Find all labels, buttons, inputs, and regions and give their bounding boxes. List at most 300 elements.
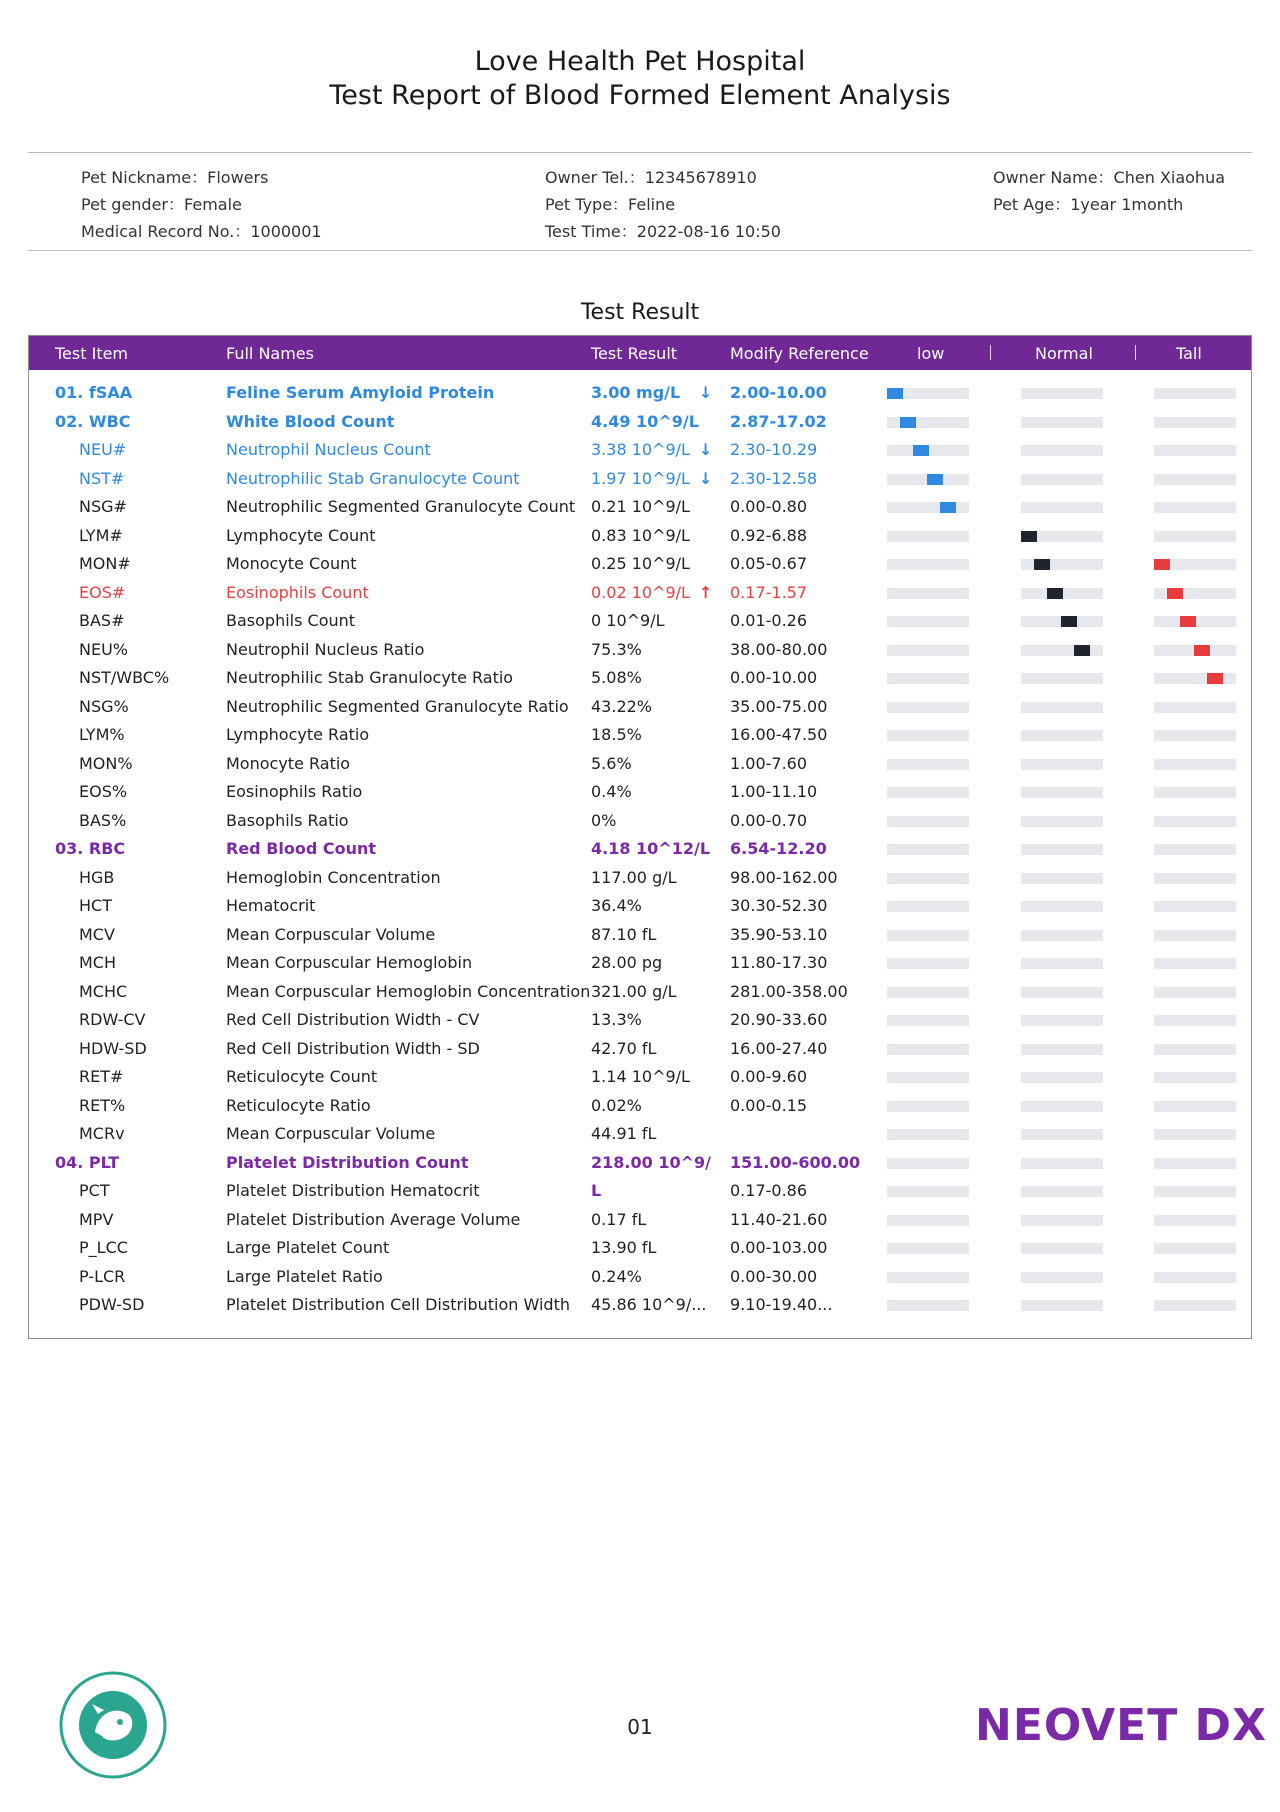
table-row [29, 1035, 1251, 1064]
test-full-name: Neutrophil Nucleus Ratio [226, 639, 425, 659]
table-row [29, 1092, 1251, 1121]
tall-track [1154, 787, 1236, 798]
reference-range: 11.40-21.60 [730, 1209, 828, 1229]
reference-range: 0.00-0.80 [730, 497, 808, 516]
level-marker [900, 417, 916, 428]
normal-track [1021, 958, 1103, 969]
table-row [29, 1006, 1251, 1035]
test-item-code: P_LCC [79, 1238, 128, 1257]
reference-range: 16.00-47.50 [730, 725, 828, 744]
normal-track [1021, 673, 1103, 684]
reference-range: 0.00-30.00 [730, 1266, 818, 1286]
reference-range: 98.00-162.00 [730, 867, 838, 887]
table-row [29, 522, 1251, 551]
low-track [887, 1243, 969, 1254]
flag-arrow-icon: ↑ [699, 582, 713, 602]
table-row [29, 750, 1251, 779]
test-item-code: P-LCR [79, 1266, 126, 1286]
low-track [887, 388, 969, 399]
reference-range: 0.00-103.00 [730, 1238, 828, 1257]
col-separator [990, 345, 991, 360]
test-result-value: 0.24% [591, 1266, 642, 1286]
tall-track [1154, 616, 1236, 627]
test-result-value: 75.3% [591, 639, 642, 659]
test-full-name: Platelet Distribution Cell Distribution Width [226, 1295, 570, 1314]
table-row [29, 550, 1251, 579]
normal-track [1021, 645, 1103, 656]
test-result-value: 5.6% [591, 753, 632, 773]
normal-track [1021, 1158, 1103, 1169]
test-item-code: MCV [79, 924, 115, 944]
tall-track [1154, 816, 1236, 827]
low-track [887, 1044, 969, 1055]
test-item-code: 02. WBC [55, 411, 131, 431]
test-result-value: 28.00 pg [591, 953, 663, 972]
test-full-name: Neutrophilic Stab Granulocyte Count [226, 468, 520, 488]
table-row [29, 892, 1251, 921]
table-row [29, 664, 1251, 693]
table-row [29, 978, 1251, 1007]
reference-range: 2.30-12.58 [730, 468, 818, 488]
test-full-name: Reticulocyte Ratio [226, 1095, 371, 1115]
flag-arrow-icon: ↓ [699, 468, 713, 488]
test-item-code: NEU% [79, 639, 128, 659]
test-result-value: 4.18 10^12/L [591, 839, 711, 858]
col-modify-reference: Modify Reference [730, 344, 869, 363]
reference-range: 0.00-0.70 [730, 810, 808, 830]
normal-track [1021, 816, 1103, 827]
flag-arrow-icon: ↓ [699, 383, 713, 402]
normal-track [1021, 616, 1103, 627]
level-marker [1180, 616, 1196, 627]
test-full-name: Monocyte Count [226, 554, 357, 573]
normal-track [1021, 388, 1103, 399]
reference-range: 1.00-11.10 [730, 782, 818, 801]
test-full-name: Lymphocyte Count [226, 525, 376, 545]
normal-track [1021, 1215, 1103, 1226]
test-result-value: 218.00 10^9/ [591, 1152, 711, 1172]
low-track [887, 787, 969, 798]
reference-range: 30.30-52.30 [730, 896, 828, 915]
test-item-code: BAS% [79, 810, 127, 830]
normal-track [1021, 844, 1103, 855]
table-row [29, 721, 1251, 750]
level-marker [1167, 588, 1183, 599]
tall-track [1154, 559, 1236, 570]
tall-track [1154, 1215, 1236, 1226]
test-result-value: 0.17 fL [591, 1209, 647, 1229]
low-track [887, 1158, 969, 1169]
test-result-value: 44.91 fL [591, 1124, 657, 1143]
reference-range: 9.10-19.40... [730, 1295, 833, 1314]
owner-name: Owner Name ： Chen Xiaohua [993, 165, 1225, 188]
normal-track [1021, 474, 1103, 485]
table-row [29, 493, 1251, 522]
test-full-name: Mean Corpuscular Volume [226, 924, 436, 944]
divider-bottom [28, 250, 1252, 251]
test-result-value: 0.4% [591, 782, 632, 801]
reference-range: 281.00-358.00 [730, 981, 848, 1001]
test-item-code: HGB [79, 867, 115, 887]
table-row [29, 693, 1251, 722]
table-row [29, 778, 1251, 807]
reference-range: 11.80-17.30 [730, 953, 828, 972]
normal-track [1021, 559, 1103, 570]
low-track [887, 1215, 969, 1226]
test-full-name: Neutrophilic Stab Granulocyte Ratio [226, 668, 514, 687]
normal-track [1021, 1272, 1103, 1283]
test-item-code: NSG# [79, 497, 127, 516]
low-track [887, 588, 969, 599]
table-row [29, 1291, 1251, 1320]
reference-range: 20.90-33.60 [730, 1010, 828, 1029]
reference-range: 6.54-12.20 [730, 839, 827, 858]
test-result-value: 0% [591, 810, 617, 830]
test-full-name: Platelet Distribution Average Volume [226, 1209, 521, 1229]
table-row [29, 436, 1251, 465]
table-row [29, 1206, 1251, 1235]
table-row [29, 1120, 1251, 1149]
level-marker [1061, 616, 1077, 627]
tall-track [1154, 844, 1236, 855]
test-item-code: NEU# [79, 440, 127, 459]
level-marker [1074, 645, 1090, 656]
col-separator [1135, 345, 1136, 360]
test-result-value: 3.38 10^9/L [591, 440, 690, 459]
test-full-name: Basophils Count [226, 611, 356, 630]
table-row [29, 607, 1251, 636]
low-track [887, 616, 969, 627]
tall-track [1154, 645, 1236, 656]
table-row [29, 1263, 1251, 1292]
reference-range: 2.87-17.02 [730, 411, 827, 431]
tall-track [1154, 873, 1236, 884]
normal-track [1021, 1129, 1103, 1140]
test-full-name: Mean Corpuscular Volume [226, 1124, 436, 1143]
low-track [887, 901, 969, 912]
normal-track [1021, 930, 1103, 941]
test-item-code: NST# [79, 468, 125, 488]
low-track [887, 445, 969, 456]
reference-range: 0.92-6.88 [730, 525, 808, 545]
table-row [29, 465, 1251, 494]
normal-track [1021, 759, 1103, 770]
reference-range: 0.00-9.60 [730, 1067, 808, 1086]
tall-track [1154, 445, 1236, 456]
test-time: Test Time ： 2022-08-16 10:50 [545, 219, 781, 242]
level-marker [1207, 673, 1223, 684]
low-track [887, 702, 969, 713]
test-full-name: Monocyte Ratio [226, 753, 351, 773]
test-full-name: Platelet Distribution Hematocrit [226, 1181, 480, 1200]
flag-arrow-icon: ↓ [699, 440, 713, 459]
level-marker [1047, 588, 1063, 599]
tall-track [1154, 531, 1236, 542]
low-track [887, 645, 969, 656]
reference-range: 0.05-0.67 [730, 554, 808, 573]
normal-track [1021, 531, 1103, 542]
test-result-value: 0.02% [591, 1095, 642, 1115]
test-result-value: 0.21 10^9/L [591, 497, 690, 516]
reference-range: 35.00-75.00 [730, 696, 828, 716]
test-result-value: 87.10 fL [591, 924, 657, 944]
test-full-name: Neutrophilic Segmented Granulocyte Ratio [226, 696, 569, 716]
tall-track [1154, 759, 1236, 770]
tall-track [1154, 702, 1236, 713]
test-result-value: 1.14 10^9/L [591, 1067, 690, 1086]
reference-range: 38.00-80.00 [730, 639, 828, 659]
normal-track [1021, 1186, 1103, 1197]
reference-range: 0.17-1.57 [730, 582, 808, 602]
test-full-name: Platelet Distribution Count [226, 1152, 469, 1172]
test-item-code: EOS# [79, 582, 126, 602]
normal-track [1021, 1243, 1103, 1254]
tall-track [1154, 502, 1236, 513]
test-result-value: 3.00 mg/L [591, 383, 681, 402]
test-full-name: Mean Corpuscular Hemoglobin Concentration [226, 981, 591, 1001]
low-track [887, 1072, 969, 1083]
level-marker [913, 445, 929, 456]
test-full-name: Neutrophilic Segmented Granulocyte Count [226, 497, 576, 516]
col-normal: Normal [1035, 344, 1093, 363]
test-result-value: 0.83 10^9/L [591, 525, 690, 545]
test-full-name: Red Cell Distribution Width - CV [226, 1010, 480, 1029]
reference-range: 35.90-53.10 [730, 924, 828, 944]
medical-record-no: Medical Record No. ： 1000001 [81, 219, 322, 242]
tall-track [1154, 474, 1236, 485]
table-row [29, 949, 1251, 978]
test-item-code: EOS% [79, 782, 128, 801]
test-item-code: MCH [79, 953, 117, 972]
pet-nickname: Pet Nickname ： Flowers [81, 165, 268, 188]
low-track [887, 1129, 969, 1140]
col-tall: Tall [1176, 344, 1202, 363]
low-track [887, 987, 969, 998]
owner-tel: Owner Tel. ： 12345678910 [545, 165, 757, 188]
pet-type: Pet Type ： Feline [545, 192, 675, 215]
report-title: Test Report of Blood Formed Element Analysis [329, 80, 951, 111]
test-item-code: RET% [79, 1095, 126, 1115]
tall-track [1154, 1044, 1236, 1055]
normal-track [1021, 1101, 1103, 1112]
reference-range: 1.00-7.60 [730, 753, 808, 773]
low-track [887, 502, 969, 513]
test-full-name: Eosinophils Ratio [226, 782, 363, 801]
normal-track [1021, 873, 1103, 884]
section-title: Test Result [580, 300, 700, 325]
level-marker [1154, 559, 1170, 570]
divider-top [28, 152, 1252, 153]
test-item-code: RET# [79, 1067, 124, 1086]
test-full-name: Hemoglobin Concentration [226, 867, 441, 887]
col-test-item: Test Item [55, 344, 129, 363]
test-full-name: Red Cell Distribution Width - SD [226, 1038, 480, 1058]
tall-track [1154, 958, 1236, 969]
tall-track [1154, 1243, 1236, 1254]
normal-track [1021, 417, 1103, 428]
test-result-value: 0 10^9/L [591, 611, 665, 630]
test-item-code: PDW-SD [79, 1295, 145, 1314]
table-row [29, 379, 1251, 408]
test-full-name: Large Platelet Ratio [226, 1266, 383, 1286]
low-track [887, 873, 969, 884]
low-track [887, 759, 969, 770]
test-result-value: 0.25 10^9/L [591, 554, 690, 573]
test-result-value: 1.97 10^9/L [591, 468, 690, 488]
reference-range: 0.00-0.15 [730, 1095, 808, 1115]
normal-track [1021, 588, 1103, 599]
low-track [887, 417, 969, 428]
table-row [29, 1234, 1251, 1263]
test-item-code: NST/WBC% [79, 668, 170, 687]
tall-track [1154, 730, 1236, 741]
normal-track [1021, 1300, 1103, 1311]
test-full-name: Eosinophils Count [226, 582, 369, 602]
level-marker [887, 388, 903, 399]
test-item-code: RDW-CV [79, 1010, 146, 1029]
test-full-name: Red Blood Count [226, 839, 377, 858]
result-table [28, 335, 1252, 1339]
test-item-code: MON% [79, 753, 133, 773]
col-low: low [917, 344, 945, 363]
normal-track [1021, 1044, 1103, 1055]
level-marker [927, 474, 943, 485]
table-row [29, 636, 1251, 665]
low-track [887, 673, 969, 684]
test-item-code: 04. PLT [55, 1152, 120, 1172]
normal-track [1021, 987, 1103, 998]
low-track [887, 531, 969, 542]
test-result-value: 36.4% [591, 896, 642, 915]
test-full-name: Reticulocyte Count [226, 1067, 378, 1086]
table-row [29, 835, 1251, 864]
table-header [29, 336, 1251, 370]
normal-track [1021, 1072, 1103, 1083]
tall-track [1154, 1158, 1236, 1169]
test-item-code: LYM# [79, 525, 123, 545]
test-item-code: NSG% [79, 696, 129, 716]
tall-track [1154, 1129, 1236, 1140]
pet-age: Pet Age ： 1year 1month [993, 192, 1183, 215]
test-result-value: 13.3% [591, 1010, 642, 1029]
level-marker [940, 502, 956, 513]
tall-track [1154, 1272, 1236, 1283]
pet-gender: Pet gender ： Female [81, 192, 242, 215]
table-row [29, 921, 1251, 950]
low-track [887, 816, 969, 827]
test-item-code: BAS# [79, 611, 125, 630]
low-track [887, 1015, 969, 1026]
page-number: 01 [627, 1715, 653, 1739]
level-marker [1194, 645, 1210, 656]
low-track [887, 958, 969, 969]
reference-range: 151.00-600.00 [730, 1152, 861, 1172]
test-result-value: L [591, 1181, 602, 1200]
test-full-name: Large Platelet Count [226, 1238, 390, 1257]
low-track [887, 730, 969, 741]
table-row [29, 1149, 1251, 1178]
test-result-value: 0.02 10^9/L [591, 582, 690, 602]
test-item-code: MCHC [79, 981, 128, 1001]
test-full-name: Feline Serum Amyloid Protein [226, 383, 495, 402]
tall-track [1154, 417, 1236, 428]
tall-track [1154, 673, 1236, 684]
test-item-code: HCT [79, 896, 112, 915]
reference-range: 16.00-27.40 [730, 1038, 828, 1058]
test-full-name: Hematocrit [226, 896, 316, 915]
test-item-code: HDW-SD [79, 1038, 147, 1058]
test-full-name: Neutrophil Nucleus Count [226, 440, 431, 459]
low-track [887, 844, 969, 855]
reference-range: 0.01-0.26 [730, 611, 808, 630]
normal-track [1021, 1015, 1103, 1026]
hospital-name: Love Health Pet Hospital [474, 46, 806, 77]
test-result-value: 4.49 10^9/L [591, 411, 699, 431]
table-row [29, 1063, 1251, 1092]
tall-track [1154, 1072, 1236, 1083]
level-marker [1034, 559, 1050, 570]
level-marker [1021, 531, 1037, 542]
reference-range: 0.17-0.86 [730, 1181, 808, 1200]
normal-track [1021, 702, 1103, 713]
normal-track [1021, 901, 1103, 912]
test-item-code: PCT [79, 1181, 110, 1200]
tall-track [1154, 1300, 1236, 1311]
tall-track [1154, 930, 1236, 941]
tall-track [1154, 987, 1236, 998]
tall-track [1154, 588, 1236, 599]
low-track [887, 1300, 969, 1311]
test-result-value: 43.22% [591, 696, 653, 716]
normal-track [1021, 502, 1103, 513]
test-result-value: 321.00 g/L [591, 981, 677, 1001]
reference-range: 2.00-10.00 [730, 383, 827, 402]
table-row [29, 408, 1251, 437]
reference-range: 0.00-10.00 [730, 668, 818, 687]
test-item-code: MCRv [79, 1124, 125, 1143]
low-track [887, 1272, 969, 1283]
low-track [887, 930, 969, 941]
test-full-name: Mean Corpuscular Hemoglobin [226, 953, 473, 972]
test-result-value: 117.00 g/L [591, 867, 677, 887]
test-result-value: 5.08% [591, 668, 642, 687]
test-result-value: 45.86 10^9/... [591, 1295, 707, 1314]
normal-track [1021, 730, 1103, 741]
low-track [887, 474, 969, 485]
tall-track [1154, 1186, 1236, 1197]
neovet-brand-logo: NEOVET DX [975, 1700, 1267, 1751]
test-item-code: 03. RBC [55, 839, 126, 858]
table-row [29, 579, 1251, 608]
test-full-name: White Blood Count [226, 411, 395, 431]
tall-track [1154, 1101, 1236, 1112]
normal-track [1021, 787, 1103, 798]
low-track [887, 559, 969, 570]
test-result-value: 18.5% [591, 725, 642, 744]
test-full-name: Lymphocyte Ratio [226, 725, 370, 744]
test-item-code: LYM% [79, 725, 125, 744]
test-full-name: Basophils Ratio [226, 810, 349, 830]
reference-range: 2.30-10.29 [730, 440, 818, 459]
table-row [29, 864, 1251, 893]
test-result-value: 42.70 fL [591, 1038, 657, 1058]
test-result-value: 13.90 fL [591, 1238, 657, 1257]
low-track [887, 1186, 969, 1197]
test-item-code: MON# [79, 554, 131, 573]
col-test-result: Test Result [591, 344, 678, 363]
tall-track [1154, 388, 1236, 399]
col-full-names: Full Names [226, 344, 314, 363]
